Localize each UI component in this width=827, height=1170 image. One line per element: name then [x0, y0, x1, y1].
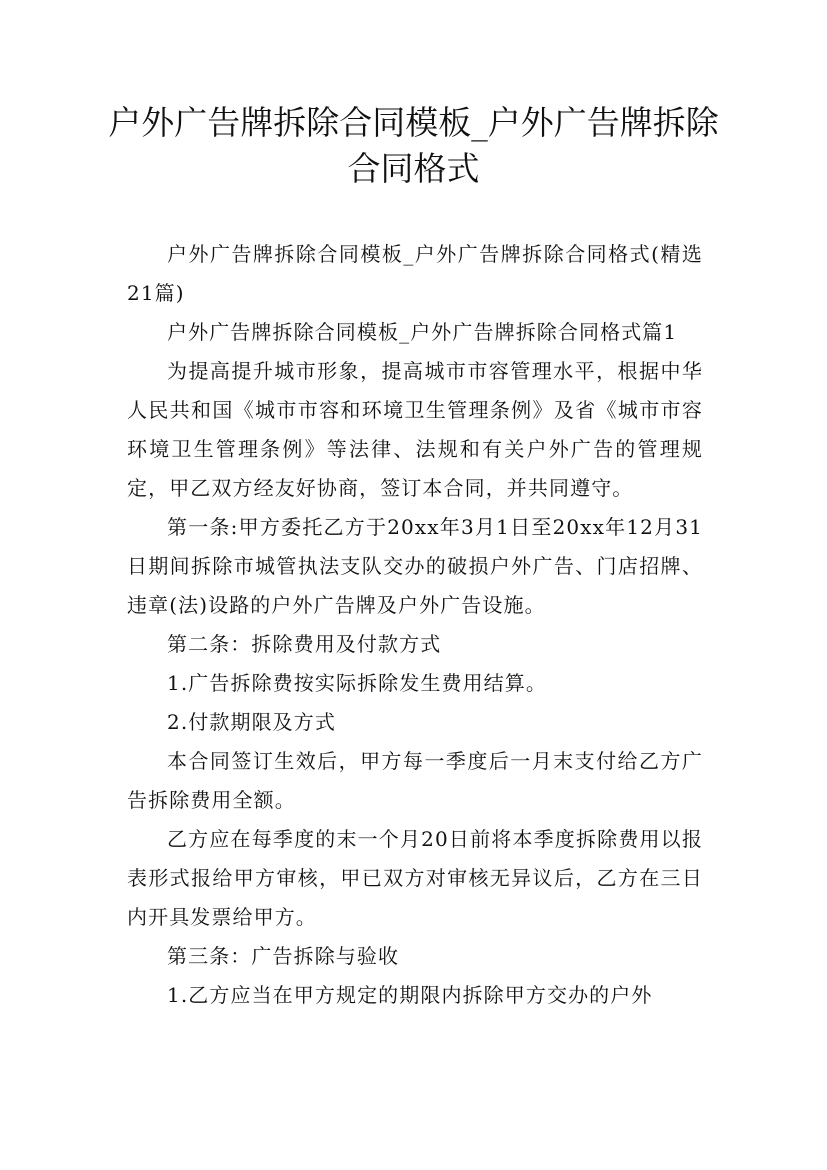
document-title-line-1: 户外广告牌拆除合同模板_户外广告牌拆除	[108, 103, 719, 142]
paragraph-article-3-heading: 第三条：广告拆除与验收	[167, 944, 400, 968]
paragraph-payment-term: 本合同签订生效后，甲方每一季度后一月末支付给乙方广告拆除费用全额。	[127, 749, 703, 812]
paragraph-invoice-term: 乙方应在每季度的末一个月20日前将本季度拆除费用以报表形式报给甲方审核，甲已双方对审核无异议后，乙方在三日内开具发票给甲方。	[127, 827, 703, 929]
paragraph-article-2-heading: 第二条：拆除费用及付款方式	[167, 632, 442, 656]
document-title-line-2: 合同格式	[347, 149, 480, 188]
paragraph-subtitle: 户外广告牌拆除合同模板_户外广告牌拆除合同格式(精选21篇)	[127, 242, 703, 305]
paragraph-preamble: 为提高提升城市形象，提高城市市容管理水平，根据中华人民共和国《城市市容和环境卫生管理条例》及省《城市市容环境卫生管理条例》等法律、法规和有关户外广告的管理规定，甲乙双方经友好协商，签订本合同，并共同遵守。	[127, 359, 703, 500]
paragraph-article-1: 第一条:甲方委托乙方于20xx年3月1日至20xx年12月31日期间拆除市城管执法支队交办的破损户外广告、门店招牌、违章(法)设路的户外广告牌及户外广告设施。	[127, 515, 703, 617]
paragraph-article-3-item-1: 1.乙方应当在甲方规定的期限内拆除甲方交办的户外	[167, 983, 653, 1007]
document-body	[127, 235, 703, 1015]
paragraph-section-heading: 户外广告牌拆除合同模板_户外广告牌拆除合同格式篇1	[167, 320, 678, 344]
document-title	[100, 100, 727, 192]
paragraph-article-2-item-1: 1.广告拆除费按实际拆除发生费用结算。	[167, 671, 547, 695]
paragraph-article-2-item-2: 2.付款期限及方式	[167, 710, 336, 734]
